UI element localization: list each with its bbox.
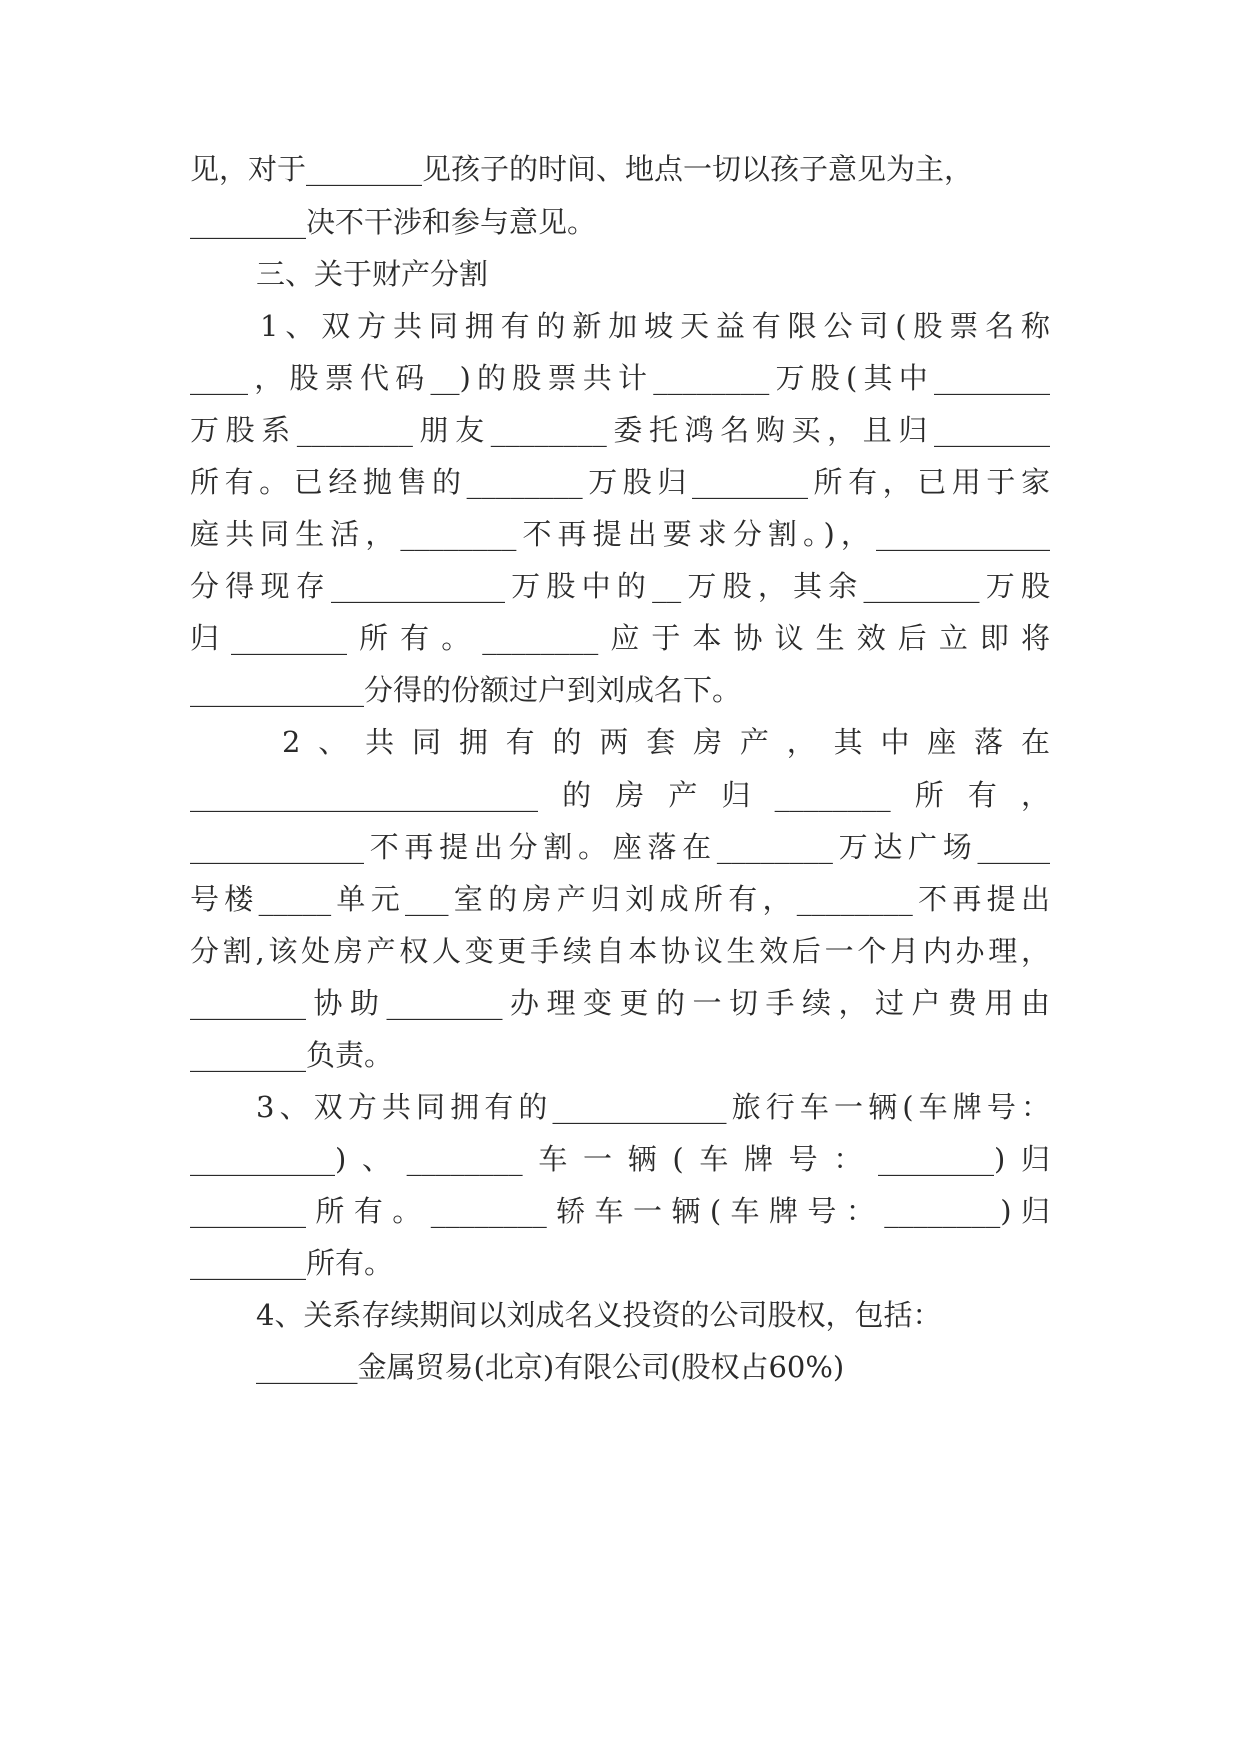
text-line: 万股系________朋友________委托鸿名购买，且归________ (190, 413, 1050, 447)
text-line: ____________不再提出分割。座落在________万达广场_____ (190, 830, 1050, 864)
text-line: 分割,该处房产权人变更手续自本协议生效后一个月内办理， (190, 934, 1050, 968)
text-line: 1、双方共同拥有的新加坡天益有限公司(股票名称 (260, 309, 1050, 343)
text-line: 号楼_____单元___室的房产归刘成所有，________不再提出 (190, 882, 1050, 916)
text-line: ________决不干涉和参与意见。 (190, 205, 597, 239)
text-line: 2、共同拥有的两套房产，其中座落在 (282, 725, 1050, 759)
text-line: ________所有。________轿车一辆(车牌号：________)归 (190, 1194, 1050, 1228)
text-line: ________________________的房产归________所有， (190, 778, 1050, 812)
text-line: 3、双方共同拥有的____________旅行车一辆(车牌号： (256, 1090, 1050, 1124)
text-line: ____，股票代码__)的股票共计________万股(其中________ (190, 361, 1050, 395)
text-line: 4、关系存续期间以刘成名义投资的公司股权，包括： (256, 1298, 942, 1332)
text-line: 庭共同生活，________不再提出要求分割。)，____________ (190, 517, 1050, 551)
section-heading: 三、关于财产分割 (256, 257, 489, 291)
text-line: _______金属贸易(北京)有限公司(股权占60%) (256, 1350, 845, 1384)
text-line: ________负责。 (190, 1038, 394, 1072)
text-line: 所有。已经抛售的________万股归________所有，已用于家 (190, 465, 1050, 499)
text-line: ________所有。 (190, 1246, 394, 1280)
text-line: ________协助________办理变更的一切手续，过户费用由 (190, 986, 1050, 1020)
text-line: __________)、________车一辆(车牌号：________)归 (190, 1142, 1050, 1176)
text-line: ____________分得的份额过户到刘成名下。 (190, 673, 742, 707)
text-line: 归________所有。________应于本协议生效后立即将 (190, 621, 1050, 655)
text-line: 分得现存____________万股中的__万股，其余________万股 (190, 569, 1050, 603)
text-line: 见，对于________见孩子的时间、地点一切以孩子意见为主， (190, 152, 974, 186)
